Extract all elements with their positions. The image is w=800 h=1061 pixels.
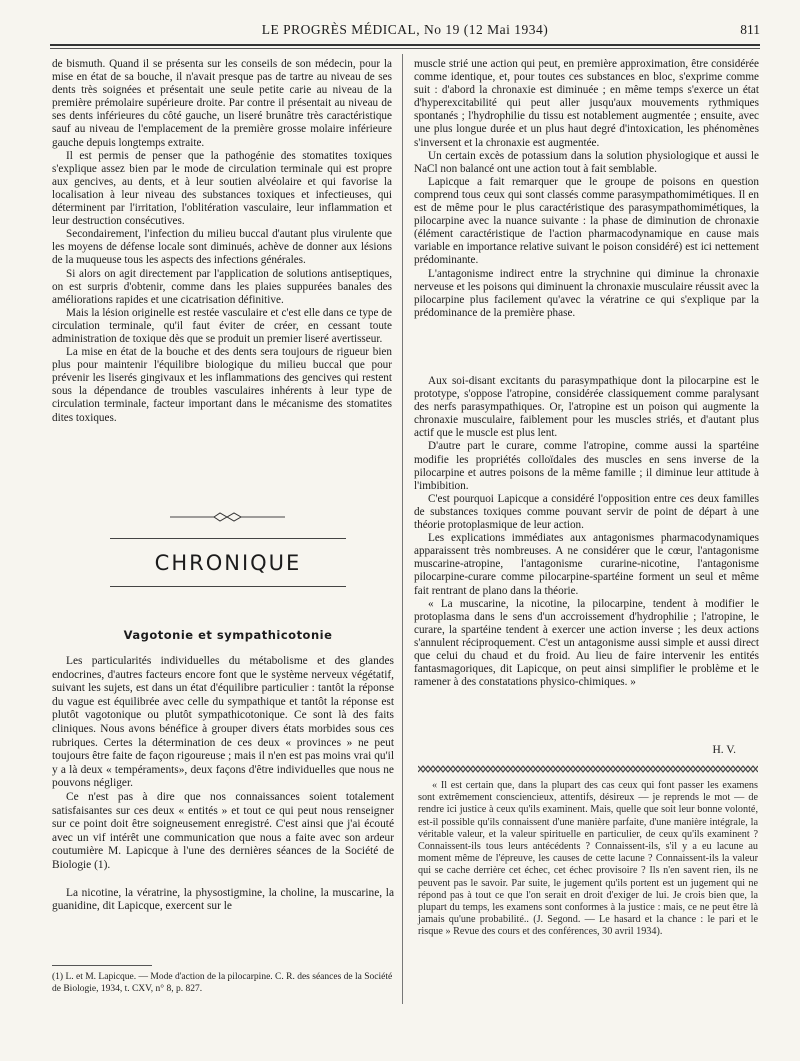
paragraph: La mise en état de la bouche et des dents sera toujours de rigueur bien plus pour maintenir l'équilibre biologique du milieu buccal que pour prévenir les liserés gingivaux et les inflammations des gencives qui restent sous la dépendance de troubles vasculaires inhérents à leur type de circulation terminale, facteur important dans le mécanisme des stomatites dites toxiques. [52,346,392,424]
paragraph: La nicotine, la vératrine, la physostigmine, la choline, la muscarine, la guanidine, dit Lapicque, exercent sur le [52,886,394,913]
paragraph: Mais la lésion originelle est restée vasculaire et c'est elle dans ce type de circulation terminale, qu'il faut éviter de créer, en cessant toute administration de toxique dès que se produit un premier liseré avertisseur. [52,306,392,345]
header-rule [50,44,760,49]
paragraph: L'antagonisme indirect entre la strychnine qui diminue la chronaxie nerveuse et les poisons qui diminuent la chronaxie musculaire réussit avec la pilocarpine plus facilement qu'avec la vératrine ce qui s'explique par la prédominance de la première phase. [414,267,759,319]
right-column-top [414,58,759,320]
right-column-middle [414,375,759,689]
paragraph: Si alors on agit directement par l'application de solutions antiseptiques, on est surpris d'obtenir, comme dans les plaies suppurées banales des améliorations rapides et une cicatrisation définitive. [52,267,392,306]
chronique-body [52,655,394,914]
paragraph: D'autre part le curare, comme l'atropine, comme aussi la spartéine modifie les propriétés colloïdales des muscles en sens inverse de la pilocarpine et autres poisons de la même famille ; il diminue leur attitude à l'imbibition. [414,440,759,492]
footnote-rule [52,965,152,966]
paragraph: Secondairement, l'infection du milieu buccal d'autant plus virulente que les moyens de défense locale sont diminués, achève de donner aux lésions de la muqueuse tous les aspects des infections générales. [52,228,392,267]
paragraph: muscle strié une action qui peut, en première approximation, être considérée comme identique, et, pour toutes ces substances en bloc, s'exprime comme suit : d'abord la chronaxie est diminuée ; en même temps s'exerce un état d'hyperexcitabilité qui peut aller jusqu'aux mouvements rythmiques spontanés ; l'hydrophilie du tissu est notablement augmentée ; ensuite, avec une plus longue durée et un plus haut degré d'intoxication, les phénomènes s'inversent et la chronaxie est augmentée. [414,58,759,149]
section-ornament [170,511,285,523]
paragraph: Les particularités individuelles du métabolisme et des glandes endocrines, d'autres facteurs encore font que le système nerveux végétatif, suivant les sujets, est dans un état d'équilibre particulier : tantôt la réponse du vague est équilibrée avec celle du sympathique et tantôt la réponse est plutôt vagotonique ou plutôt sympathicotonique. Ce sont là des faits cliniques. Nous avons bénéfice à grouper divers états morbides sous ces rubriques. Certes la détermination de ces deux « provinces » ne peut toujours être faite de façon rigoureuse ; mais il n'en est pas moins vrai qu'il y a là deux « tempéraments», deux façons d'être individuelles que nous ne pouvons négliger. [52,655,394,790]
quotation-block [418,780,758,939]
column-divider [402,54,403,1004]
paragraph: Il est permis de penser que la pathogénie des stomatites toxiques s'explique assez bien par le mode de circulation terminale qui est propre aux gencives, au dents, et à leur soutien alvéolaire et qui favorise la localisation à leur niveau des substances toxiques et infectieuses, qui déterminent par l'irritation, l'oblitération vasculaire, leur inflammation et leur destruction consécutives. [52,149,392,228]
footnote: (1) L. et M. Lapicque. — Mode d'action de la pilocarpine. C. R. des séances de la Société de Biologie, 1934, t. CXV, n° 8, p. 827. [52,972,393,994]
paragraph: Les explications immédiates aux antagonismes pharmacodynamiques apparaissent très nombreuses. A ne considérer que le cœur, l'antagonisme muscarine-atropine, l'antagonisme curarine-nicotine, l'antagonisme pilocarpine-curare comme pilocarpine-spartéine forment un seul et même fait rentrant de plano dans la théorie. [414,532,759,597]
paragraph: de bismuth. Quand il se présenta sur les conseils de son médecin, pour la mise en état de sa bouche, il n'avait presque pas de tartre au niveau de ses dents très soignées et présentait une seule petite carie au niveau de la première prémolaire supérieure droite. Par contre il présentait au niveau de ses dents inférieures du côté gauche, un liseré brunâtre très caractéristique sauf au niveau de l'emplacement de la première grosse molaire inférieure gauche depuis longtemps extraite. [52,58,392,149]
quotation-text: « Il est certain que, dans la plupart des cas ceux qui font passer les examens sont extrêmement consciencieux, attentifs, désireux — je reprends le mot — de rendre ici justice à ceux qu'ils examinent. Mais, quelle que soit leur bonne volonté, est-il possible qu'ils connaissent d'une manière parfaite, d'une manière intégrale, la véritable valeur, et la valeur spirituelle en particulier, de ceux qu'ils examinent ? Connaissent-ils tous leurs antécédents ? Connaissent-ils, s'il y a eu lacune au moment même de l'épreuve, les causes de cette lacune ? Connaissent-ils la valeur qui se cache derrière cet échec, cet échec provisoire ? Ils n'en savent rien, ils ne peuvent pas le savoir. Par suite, le jugement qu'ils portent est un jugement qui ne répond pas à tout ce que l'on serait en droit d'exiger de lui. Je crois bien que, la plupart du temps, les examens sont conformes à la justice : mais, ce ne peut être là jamais qu'une probabilité.. (J. Segond. — Le hasard et la chance : le pari et le risque » Revue des cours et des conférences, 30 avril 1934). [418,780,758,938]
heading-rule [110,586,346,587]
running-header [50,18,760,40]
paragraph: Un certain excès de potassium dans la solution physiologique et aussi le NaCl non balancé ont une action tout à fait semblable. [414,149,759,175]
section-heading: CHRONIQUE [154,551,302,575]
paragraph: Ce n'est pas à dire que nos connaissances soient totalement satisfaisantes sur ces deux « entités » et tout ce qui peut nous renseigner sur ce point doit être soigneusement enregistré. C'est ainsi que j'ai écouté avec un vif intérêt une communication que nous a faite avec son ardeur coutumière M. Lapicque à l'une des dernières séances de la Société de Biologie (1). [52,790,394,871]
page-number: 811 [740,22,760,37]
left-column-top [52,58,392,425]
heading-rule [110,538,346,539]
article-title: Vagotonie et sympathicotonie [123,628,333,642]
paragraph: « La muscarine, la nicotine, la pilocarpine, tendent à modifier le protoplasma dans le sens d'un accroissement d'hydrophilie ; l'atropine, le curare, la spartéine tendent à exercer une action inverse ; les deux actions s'annulent réciproquement. C'est un antagonisme aussi simple et aussi direct que celui du chaud et du froid. Au lieu de faire intervenir les entités fantasmagoriques, dit Lapicque, on peut ainsi simplifier le problème et le ramener à des constatations physico-chimiques. » [414,597,759,689]
author-signature: H. V. [712,744,736,756]
paragraph: Aux soi-disant excitants du parasympathique dont la pilocarpine est le prototype, s'oppose l'atropine, considérée classiquement comme paralysant des nerfs parasympathiques. Or, l'atropine est un poison qui augmente la chronaxie musculaire, faiblement pour les muscles striés, et d'autant plus actif que le muscle est plus lent. [414,375,759,440]
zigzag-ornament [418,764,758,774]
paragraph: Lapicque a fait remarquer que le groupe de poisons en question comprend tous ceux qui sont classés comme parasympathomimétiques. Il en est de même pour le plus caractéristique des parasympathomimétiques, la pilocarpine avec la nuance suivante : la phase de diminution de chronaxie (élément caractéristique de l'action pharmacodynamique en cause mais variable en importance relative suivant le poison considéré) est ici nettement prédominante. [414,175,759,267]
journal-title: LE PROGRÈS MÉDICAL, No 19 (12 Mai 1934) [261,22,549,37]
paragraph: C'est pourquoi Lapicque a considéré l'opposition entre ces deux familles de substances toxiques comme pouvant servir de point de départ à une théorie protoplasmique de leur action. [414,492,759,532]
